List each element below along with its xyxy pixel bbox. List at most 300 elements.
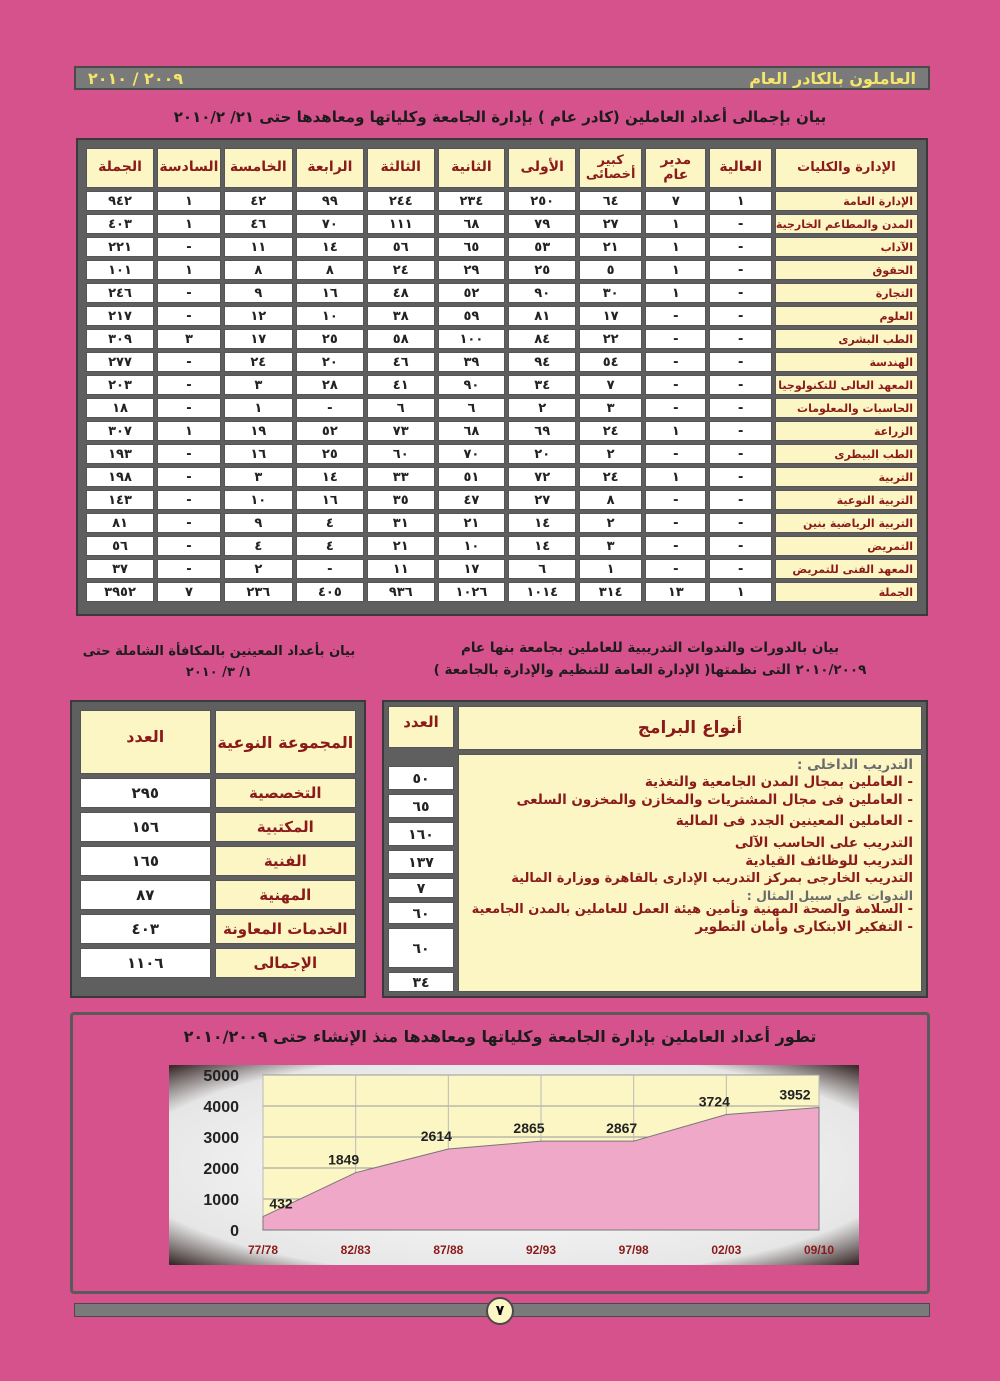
table-row bbox=[86, 283, 918, 303]
table-cell: ١٠٠ bbox=[438, 329, 506, 349]
table-cell: ٣٨ bbox=[367, 306, 435, 326]
table-cell: ٢١ bbox=[438, 513, 506, 533]
table-row bbox=[80, 880, 356, 910]
table-cell: ٢٤٤ bbox=[367, 191, 435, 211]
x-tick-label: 02/03 bbox=[711, 1243, 742, 1257]
table-row bbox=[86, 352, 918, 372]
training-count: ٥٠ bbox=[388, 766, 454, 790]
table-cell: ٢٣٦ bbox=[224, 582, 293, 602]
table-cell: - bbox=[709, 398, 771, 418]
contract-count: ٢٩٥ bbox=[80, 778, 211, 808]
contract-group: التخصصية bbox=[215, 778, 356, 808]
table-cell: ٩٤٢ bbox=[86, 191, 154, 211]
contract-col-group: المجموعة النوعية bbox=[215, 710, 356, 774]
table-cell: ٢٥ bbox=[296, 329, 364, 349]
table-cell: - bbox=[709, 444, 771, 464]
data-label: 2865 bbox=[513, 1120, 545, 1137]
table-cell: - bbox=[157, 444, 221, 464]
table-cell: ٧٠ bbox=[296, 214, 364, 234]
main-col-header: كبير أخصائى bbox=[579, 148, 642, 188]
table-cell: - bbox=[709, 306, 771, 326]
table-cell: ١٧ bbox=[579, 306, 642, 326]
table-cell: - bbox=[645, 444, 706, 464]
main-col-header: الرابعة bbox=[296, 148, 364, 188]
table-row bbox=[86, 467, 918, 487]
table-cell: ٣٠٩ bbox=[86, 329, 154, 349]
table-cell: ٣ bbox=[579, 398, 642, 418]
table-cell: - bbox=[296, 398, 364, 418]
y-tick-label: 0 bbox=[230, 1223, 239, 1240]
table-cell: ٣ bbox=[157, 329, 221, 349]
table-cell: ١٠ bbox=[296, 306, 364, 326]
table-cell: - bbox=[709, 490, 771, 510]
table-cell: ٢٤ bbox=[224, 352, 293, 372]
table-row bbox=[86, 306, 918, 326]
contract-table bbox=[76, 706, 360, 982]
data-label: 3952 bbox=[779, 1086, 811, 1103]
main-col-header: الأولى bbox=[508, 148, 576, 188]
table-cell: ١٠ bbox=[224, 490, 293, 510]
table-cell: ٢٨ bbox=[296, 375, 364, 395]
contract-group: الإجمالى bbox=[215, 948, 356, 978]
table-cell: - bbox=[157, 467, 221, 487]
row-label: التربية الرياضية بنين bbox=[775, 513, 918, 533]
table-cell: - bbox=[645, 329, 706, 349]
table-row bbox=[86, 398, 918, 418]
table-cell: - bbox=[157, 375, 221, 395]
table-row bbox=[86, 513, 918, 533]
table-cell: ٨ bbox=[224, 260, 293, 280]
table-cell: ١ bbox=[709, 191, 771, 211]
table-cell: ٧٣ bbox=[367, 421, 435, 441]
contract-title-line1: بيان بأعداد المعينين بالمكافأة الشاملة حتى bbox=[82, 644, 356, 659]
training-count: ١٣٧ bbox=[388, 850, 454, 874]
table-cell: ٩٠ bbox=[508, 283, 576, 303]
data-label: 1849 bbox=[328, 1151, 360, 1168]
table-row bbox=[80, 948, 356, 978]
table-cell: ١ bbox=[645, 421, 706, 441]
table-cell: ٣٧ bbox=[86, 559, 154, 579]
table-cell: - bbox=[645, 398, 706, 418]
table-cell: ٥٩ bbox=[438, 306, 506, 326]
row-label: المدن والمطاعم الخارجية bbox=[775, 214, 918, 234]
table-cell: ١١ bbox=[224, 237, 293, 257]
table-cell: - bbox=[645, 306, 706, 326]
training-item: التدريب للوظائف القيادية bbox=[745, 852, 913, 869]
y-tick-label: 4000 bbox=[203, 1099, 239, 1116]
row-label: المعهد العالى للتكنولوجيا bbox=[775, 375, 918, 395]
table-cell: ١ bbox=[157, 260, 221, 280]
table-cell: - bbox=[709, 214, 771, 234]
table-cell: ٢ bbox=[224, 559, 293, 579]
table-cell: ٦ bbox=[438, 398, 506, 418]
data-label: 2867 bbox=[606, 1120, 638, 1137]
training-programs-list bbox=[458, 754, 922, 992]
table-cell: ١ bbox=[157, 421, 221, 441]
table-cell: ٣٥ bbox=[367, 490, 435, 510]
row-label: الطب البشرى bbox=[775, 329, 918, 349]
table-cell: - bbox=[157, 237, 221, 257]
training-item: - التفكير الابتكارى وأمان التطوير bbox=[695, 918, 913, 935]
table-cell: ٦٨ bbox=[438, 421, 506, 441]
table-cell: ٢ bbox=[508, 398, 576, 418]
table-cell: ٧ bbox=[579, 375, 642, 395]
row-label: الزراعة bbox=[775, 421, 918, 441]
row-label: الهندسة bbox=[775, 352, 918, 372]
table-cell: ٢٩ bbox=[438, 260, 506, 280]
table-cell: ٦ bbox=[508, 559, 576, 579]
table-cell: ١٦ bbox=[296, 490, 364, 510]
main-col-header: الثالثة bbox=[367, 148, 435, 188]
data-label: 2614 bbox=[420, 1127, 452, 1144]
table-cell: - bbox=[709, 283, 771, 303]
table-cell: ٥٦ bbox=[86, 536, 154, 556]
chart-title: تطور أعداد العاملين بإدارة الجامعة وكلياتها ومعاهدها منذ الإنشاء حتى ٢٠١٠/٢٠٠٩ bbox=[183, 1027, 817, 1046]
table-cell: ٧ bbox=[645, 191, 706, 211]
contract-box bbox=[70, 700, 366, 998]
table-cell: ٣٠٧ bbox=[86, 421, 154, 441]
table-cell: ٢٣٤ bbox=[438, 191, 506, 211]
y-tick-label: 3000 bbox=[203, 1130, 239, 1147]
table-cell: ٦٠ bbox=[367, 444, 435, 464]
table-cell: - bbox=[709, 559, 771, 579]
contract-col-count: العدد bbox=[80, 710, 211, 774]
training-item: - العاملين المعينين الجدد فى المالية bbox=[675, 813, 913, 830]
table-cell: ٨ bbox=[579, 490, 642, 510]
table-cell: ٦ bbox=[367, 398, 435, 418]
table-cell: ١٤٣ bbox=[86, 490, 154, 510]
table-cell: ٥٢ bbox=[438, 283, 506, 303]
table-row bbox=[86, 191, 918, 211]
table-row bbox=[80, 812, 356, 842]
table-cell: ٢٧ bbox=[579, 214, 642, 234]
table-cell: ١٧ bbox=[224, 329, 293, 349]
x-tick-label: 82/83 bbox=[340, 1243, 371, 1257]
table-cell: ٥١ bbox=[438, 467, 506, 487]
table-cell: ٣ bbox=[579, 536, 642, 556]
table-cell: ٤٧ bbox=[438, 490, 506, 510]
training-title-line1: بيان بالدورات والندوات التدريبية للعاملين بجامعة بنها عام bbox=[460, 640, 840, 656]
table-cell: - bbox=[709, 260, 771, 280]
row-label: الجملة bbox=[775, 582, 918, 602]
table-cell: ٢٧٧ bbox=[86, 352, 154, 372]
y-tick-label: 2000 bbox=[203, 1161, 239, 1178]
training-count: ٣٤ bbox=[388, 972, 454, 992]
chart-box bbox=[70, 1012, 930, 1294]
table-row bbox=[86, 559, 918, 579]
table-cell: ١ bbox=[645, 214, 706, 234]
training-col-programs: أنواع البرامج bbox=[458, 706, 922, 750]
table-cell: ٢٠ bbox=[508, 444, 576, 464]
table-cell: - bbox=[645, 375, 706, 395]
contract-count: ١٦٥ bbox=[80, 846, 211, 876]
x-tick-label: 77/78 bbox=[247, 1243, 279, 1257]
table-row bbox=[80, 778, 356, 808]
table-cell: ٢٤٦ bbox=[86, 283, 154, 303]
main-col-header: الخامسة bbox=[224, 148, 293, 188]
main-table-title: بيان بإجمالى أعداد العاملين (كادر عام ) بإدارة الجامعة وكلياتها ومعاهدها حتى ٢١/ ٢٠١٠/٢ bbox=[173, 108, 827, 126]
contract-count: ٤٠٣ bbox=[80, 914, 211, 944]
table-cell: ٣ bbox=[224, 467, 293, 487]
table-row bbox=[86, 260, 918, 280]
table-row bbox=[80, 846, 356, 876]
table-cell: - bbox=[709, 513, 771, 533]
table-cell: - bbox=[157, 490, 221, 510]
training-title-line2: ٢٠١٠/٢٠٠٩ التى نظمتها( الإدارة العامة للتنظيم والإدارة بالجامعة ) bbox=[433, 661, 867, 678]
x-tick-label: 87/88 bbox=[433, 1243, 464, 1257]
table-row bbox=[86, 536, 918, 556]
table-cell: ٢٤ bbox=[579, 421, 642, 441]
table-cell: ٥٦ bbox=[367, 237, 435, 257]
table-cell: ٦٥ bbox=[438, 237, 506, 257]
x-tick-label: 97/98 bbox=[618, 1243, 649, 1257]
table-cell: ٩٣٦ bbox=[367, 582, 435, 602]
table-row bbox=[86, 237, 918, 257]
training-item: التدريب الخارجى بمركز التدريب الإدارى بالقاهرة ووزارة المالية bbox=[511, 871, 913, 887]
table-cell: ١٦ bbox=[224, 444, 293, 464]
row-label: الحاسبات والمعلومات bbox=[775, 398, 918, 418]
table-cell: ٤٠٣ bbox=[86, 214, 154, 234]
contract-count: ١٥٦ bbox=[80, 812, 211, 842]
chart bbox=[169, 1065, 859, 1265]
table-cell: ٤ bbox=[296, 513, 364, 533]
main-col-header: مدير عام bbox=[645, 148, 706, 188]
table-cell: ٢٠ bbox=[296, 352, 364, 372]
table-cell: ٥٤ bbox=[579, 352, 642, 372]
table-row bbox=[86, 444, 918, 464]
table-cell: ٧٩ bbox=[508, 214, 576, 234]
table-cell: ٤٨ bbox=[367, 283, 435, 303]
table-cell: ١ bbox=[579, 559, 642, 579]
table-cell: ٥٣ bbox=[508, 237, 576, 257]
table-cell: ١٠١ bbox=[86, 260, 154, 280]
table-cell: - bbox=[157, 398, 221, 418]
table-cell: ٨١ bbox=[86, 513, 154, 533]
table-cell: ١ bbox=[645, 467, 706, 487]
contract-header-row bbox=[80, 710, 356, 774]
table-cell: - bbox=[645, 490, 706, 510]
row-label: الحقوق bbox=[775, 260, 918, 280]
training-col-count: العدد bbox=[388, 706, 454, 748]
table-cell: - bbox=[157, 306, 221, 326]
main-table bbox=[83, 145, 921, 605]
table-cell: ١١ bbox=[367, 559, 435, 579]
table-cell: ١٩٨ bbox=[86, 467, 154, 487]
training-count: ٦٠ bbox=[388, 928, 454, 968]
table-cell: ١٠ bbox=[438, 536, 506, 556]
table-cell: - bbox=[709, 536, 771, 556]
table-cell: - bbox=[709, 352, 771, 372]
table-cell: ٢ bbox=[579, 444, 642, 464]
table-cell: ١٠٢٦ bbox=[438, 582, 506, 602]
table-cell: ٩ bbox=[224, 283, 293, 303]
table-cell: ١٩ bbox=[224, 421, 293, 441]
table-cell: ٤٦ bbox=[224, 214, 293, 234]
table-row bbox=[86, 375, 918, 395]
table-cell: ٢١٧ bbox=[86, 306, 154, 326]
table-row bbox=[80, 914, 356, 944]
table-cell: ١٤ bbox=[296, 237, 364, 257]
training-item: - العاملين فى مجال المشتريات والمخازن والمخزون السلعى bbox=[516, 792, 913, 809]
table-cell: ١٩٣ bbox=[86, 444, 154, 464]
main-col-header: الجملة bbox=[86, 148, 154, 188]
row-label: التربية النوعية bbox=[775, 490, 918, 510]
table-cell: ٧ bbox=[157, 582, 221, 602]
table-cell: ١١١ bbox=[367, 214, 435, 234]
table-cell: ١ bbox=[645, 260, 706, 280]
table-cell: ٥٢ bbox=[296, 421, 364, 441]
table-cell: ١ bbox=[645, 237, 706, 257]
table-cell: ٨١ bbox=[508, 306, 576, 326]
table-row bbox=[86, 582, 918, 602]
row-label: الإدارة العامة bbox=[775, 191, 918, 211]
training-count: ٧ bbox=[388, 878, 454, 898]
y-tick-label: 5000 bbox=[203, 1068, 239, 1085]
table-cell: - bbox=[645, 352, 706, 372]
contract-group: الفنية bbox=[215, 846, 356, 876]
row-label: العلوم bbox=[775, 306, 918, 326]
row-label: الطب البيطرى bbox=[775, 444, 918, 464]
table-cell: ٢٥ bbox=[296, 444, 364, 464]
header-bar bbox=[74, 66, 930, 90]
main-col-header: العالية bbox=[709, 148, 771, 188]
table-cell: ٣١ bbox=[367, 513, 435, 533]
training-section-seminars: الندوات على سبيل المثال : bbox=[746, 887, 913, 903]
main-col-header: السادسة bbox=[157, 148, 221, 188]
training-item: - العاملين بمجال المدن الجامعية والتغذية bbox=[644, 774, 913, 790]
table-cell: ٩٤ bbox=[508, 352, 576, 372]
data-label: 432 bbox=[269, 1195, 293, 1212]
training-box bbox=[382, 700, 928, 998]
table-cell: ١ bbox=[709, 582, 771, 602]
table-cell: - bbox=[157, 283, 221, 303]
row-label: المعهد الفنى للتمريض bbox=[775, 559, 918, 579]
table-cell: ٩ bbox=[224, 513, 293, 533]
table-cell: ٢٧ bbox=[508, 490, 576, 510]
table-cell: ٣٩٥٢ bbox=[86, 582, 154, 602]
training-title bbox=[380, 638, 920, 681]
table-cell: ٣٩ bbox=[438, 352, 506, 372]
table-cell: ١٨ bbox=[86, 398, 154, 418]
row-label: الآداب bbox=[775, 237, 918, 257]
table-row bbox=[86, 329, 918, 349]
header-title: العاملون بالكادر العام bbox=[749, 68, 916, 88]
table-cell: - bbox=[709, 467, 771, 487]
table-cell: ٤ bbox=[296, 536, 364, 556]
table-cell: ٢٢ bbox=[579, 329, 642, 349]
table-cell: - bbox=[157, 513, 221, 533]
main-col-header: الإدارة والكليات bbox=[775, 148, 918, 188]
table-cell: - bbox=[157, 559, 221, 579]
training-item: التدريب على الحاسب الآلى bbox=[734, 834, 913, 851]
table-cell: ١٤ bbox=[296, 467, 364, 487]
contract-title bbox=[74, 642, 364, 684]
row-label: التربية bbox=[775, 467, 918, 487]
table-cell: ٢٤ bbox=[579, 467, 642, 487]
table-cell: - bbox=[157, 536, 221, 556]
main-table-header-row bbox=[86, 148, 918, 188]
table-cell: ١٦ bbox=[296, 283, 364, 303]
table-row bbox=[86, 421, 918, 441]
table-cell: ٢٤ bbox=[367, 260, 435, 280]
table-cell: - bbox=[296, 559, 364, 579]
table-cell: ٤٦ bbox=[367, 352, 435, 372]
table-cell: - bbox=[157, 352, 221, 372]
table-cell: ٨ bbox=[296, 260, 364, 280]
table-cell: ٧٢ bbox=[508, 467, 576, 487]
header-year: ٢٠٠٩ / ٢٠١٠ bbox=[88, 68, 184, 88]
table-cell: ٢٥ bbox=[508, 260, 576, 280]
table-cell: - bbox=[709, 237, 771, 257]
table-cell: - bbox=[645, 559, 706, 579]
contract-count: ١١٠٦ bbox=[80, 948, 211, 978]
table-cell: ١٣ bbox=[645, 582, 706, 602]
table-cell: ٧٠ bbox=[438, 444, 506, 464]
table-cell: ٣٤ bbox=[508, 375, 576, 395]
table-cell: ٣٠ bbox=[579, 283, 642, 303]
table-cell: ٥٨ bbox=[367, 329, 435, 349]
x-tick-label: 92/93 bbox=[525, 1243, 557, 1257]
main-col-header: الثانية bbox=[438, 148, 506, 188]
table-cell: - bbox=[709, 329, 771, 349]
table-cell: ٦٨ bbox=[438, 214, 506, 234]
y-tick-label: 1000 bbox=[203, 1192, 239, 1209]
table-cell: ٢٥٠ bbox=[508, 191, 576, 211]
contract-group: الخدمات المعاونة bbox=[215, 914, 356, 944]
training-item: - السلامة والصحة المهنية وتأمين هيئة العمل للعاملين بالمدن الجامعية bbox=[471, 901, 913, 917]
table-cell: ١٢ bbox=[224, 306, 293, 326]
row-label: التمريض bbox=[775, 536, 918, 556]
table-cell: ٢١ bbox=[367, 536, 435, 556]
table-cell: - bbox=[645, 513, 706, 533]
table-cell: ٢٢١ bbox=[86, 237, 154, 257]
table-cell: ٢ bbox=[579, 513, 642, 533]
table-cell: ٣٣ bbox=[367, 467, 435, 487]
table-cell: ١٠١٤ bbox=[508, 582, 576, 602]
table-cell: ٢٠٣ bbox=[86, 375, 154, 395]
table-cell: - bbox=[709, 421, 771, 441]
contract-title-line2: ١/ ٣/ ٢٠١٠ bbox=[185, 664, 253, 680]
main-table-box bbox=[76, 138, 928, 616]
table-cell: ٩٩ bbox=[296, 191, 364, 211]
contract-group: المهنية bbox=[215, 880, 356, 910]
training-count: ٦٠ bbox=[388, 902, 454, 924]
table-cell: ٨٤ bbox=[508, 329, 576, 349]
table-cell: ٤ bbox=[224, 536, 293, 556]
table-cell: ١ bbox=[224, 398, 293, 418]
table-cell: ٩٠ bbox=[438, 375, 506, 395]
table-cell: ٥ bbox=[579, 260, 642, 280]
training-section-internal: التدريب الداخلى : bbox=[797, 757, 913, 773]
contract-group: المكتبية bbox=[215, 812, 356, 842]
table-cell: - bbox=[709, 375, 771, 395]
table-cell: ١٤ bbox=[508, 513, 576, 533]
page-number: ٧ bbox=[486, 1297, 514, 1325]
table-row bbox=[86, 490, 918, 510]
training-count: ١٦٠ bbox=[388, 822, 454, 846]
table-cell: ٤٠٥ bbox=[296, 582, 364, 602]
data-label: 3724 bbox=[698, 1093, 730, 1110]
table-cell: ٦٤ bbox=[579, 191, 642, 211]
table-cell: ١ bbox=[157, 191, 221, 211]
table-cell: ٦٩ bbox=[508, 421, 576, 441]
training-count: ٦٥ bbox=[388, 794, 454, 818]
row-label: التجارة bbox=[775, 283, 918, 303]
table-cell: ٢١ bbox=[579, 237, 642, 257]
table-cell: ٣ bbox=[224, 375, 293, 395]
table-cell: ١ bbox=[645, 283, 706, 303]
table-cell: ١ bbox=[157, 214, 221, 234]
